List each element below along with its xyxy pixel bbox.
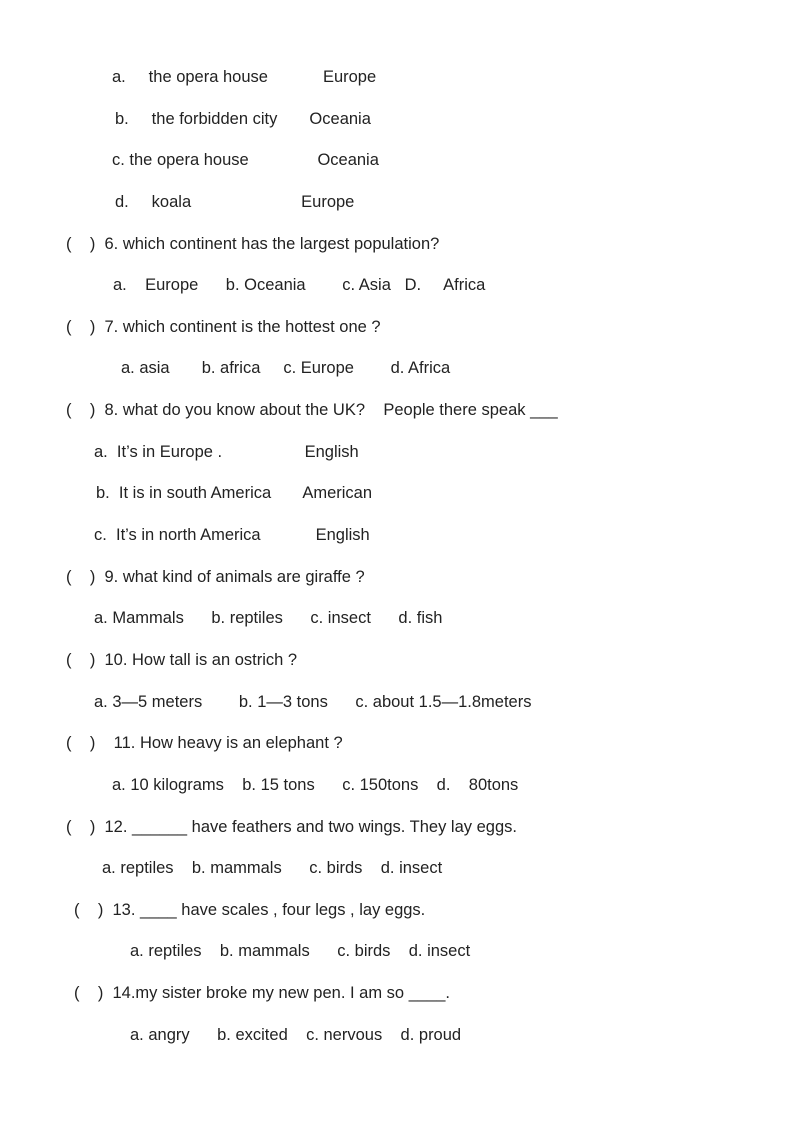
- question-7-options-row: a. asia b. africa c. Europe d. Africa: [121, 359, 451, 378]
- question-10-options-row: a. 3—5 meters b. 1—3 tons c. about 1.5—1.8meters: [94, 692, 532, 711]
- question-12-row: ( ) 12. ______ have feathers and two wings. They lay eggs.: [66, 817, 517, 836]
- question-13-options-row: a. reptiles b. mammals c. birds d. insect: [130, 942, 471, 961]
- question-13-row: ( ) 13. ____ have scales , four legs , lay eggs.: [74, 900, 426, 919]
- option-row-d: d. koala Europe: [115, 192, 355, 211]
- question-8-option-c-row: c. It’s in north America English: [94, 526, 370, 545]
- question-7-row: ( ) 7. which continent is the hottest one ?: [66, 317, 381, 336]
- question-11-options-row: a. 10 kilograms b. 15 tons c. 150tons d. 80tons: [112, 775, 519, 794]
- option-row-c: c. the opera house Oceania: [112, 151, 379, 170]
- question-9-options-row: a. Mammals b. reptiles c. insect d. fish: [94, 609, 443, 628]
- option-row-a: a. the opera house Europe: [112, 68, 377, 86]
- question-6-row: ( ) 6. which continent has the largest population?: [66, 234, 440, 253]
- question-14-row: ( ) 14.my sister broke my new pen. I am so ____.: [74, 984, 450, 1003]
- question-6-options-row: a. Europe b. Oceania c. Asia D. Africa: [113, 276, 486, 295]
- question-8-row: ( ) 8. what do you know about the UK? People there speak ___: [66, 401, 558, 420]
- option-row-b: b. the forbidden city Oceania: [115, 109, 371, 128]
- question-12-options-row: a. reptiles b. mammals c. birds d. insect: [102, 859, 443, 878]
- question-9-row: ( ) 9. what kind of animals are giraffe ?: [66, 567, 365, 586]
- question-8-option-a-row: a. It’s in Europe . English: [94, 442, 359, 461]
- question-11-row: ( ) 11. How heavy is an elephant ?: [66, 734, 343, 753]
- question-14-options-row: a. angry b. excited c. nervous d. proud: [130, 1025, 462, 1044]
- question-10-row: ( ) 10. How tall is an ostrich ?: [66, 650, 298, 669]
- question-8-option-b-row: b. It is in south America American: [96, 484, 373, 503]
